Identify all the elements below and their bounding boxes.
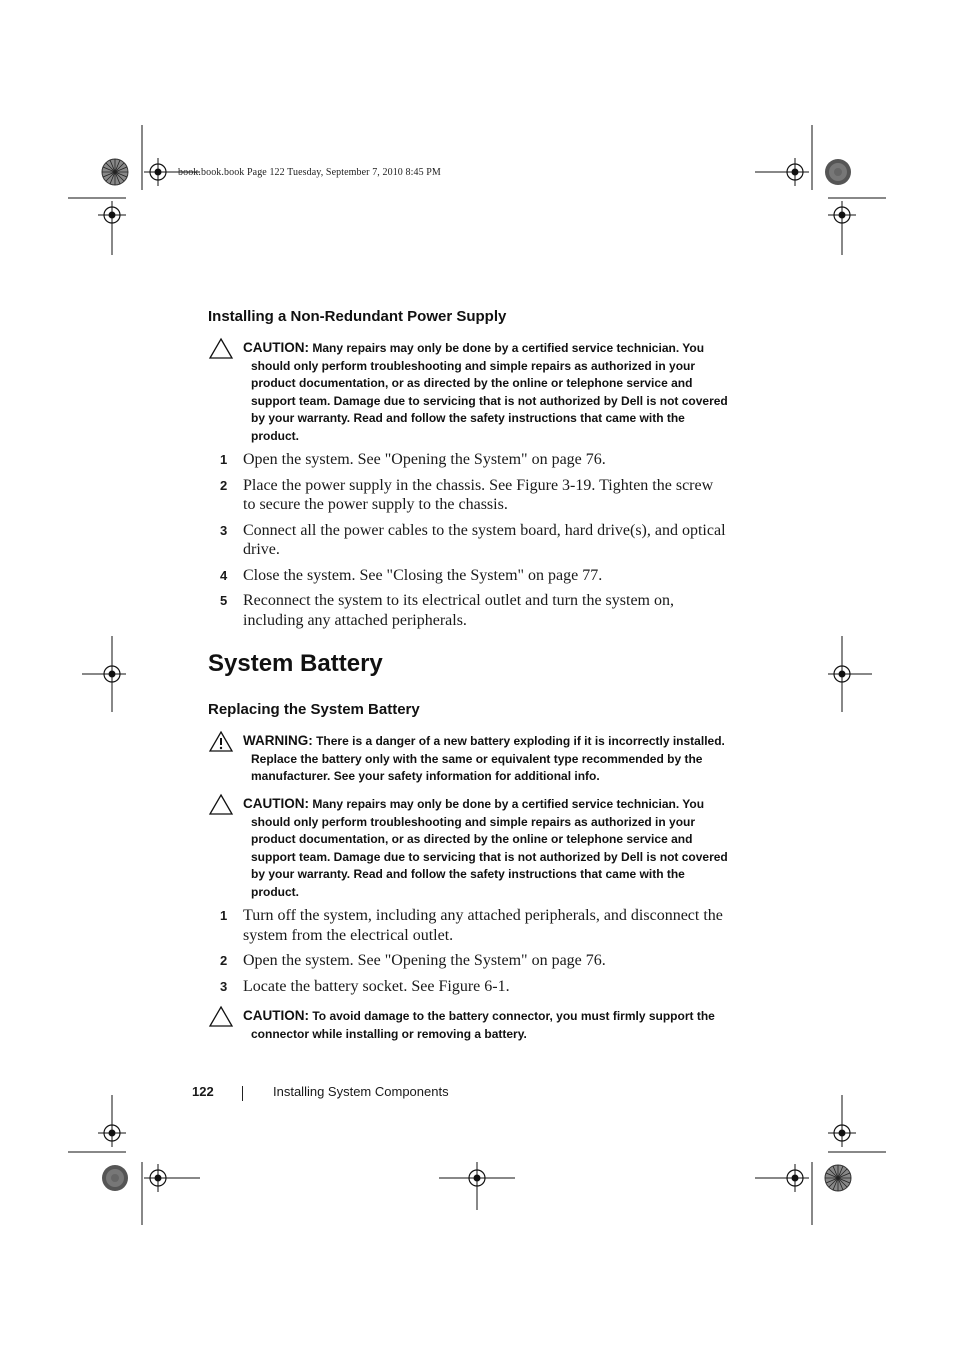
step-text: Locate the battery socket. See Figure 6-1.: [243, 977, 510, 995]
list-item: [208, 521, 728, 560]
starburst-mark-icon: [825, 1165, 851, 1191]
step-text: Turn off the system, including any attached peripherals, and disconnect the system from the electrical outlet.: [243, 907, 723, 944]
step-number: 2: [220, 953, 228, 968]
step-number: 3: [220, 978, 228, 994]
crosshair-mark-icon: [144, 1164, 172, 1192]
footer-divider: [242, 1086, 243, 1101]
caution-triangle-icon: [208, 1005, 234, 1029]
page-title: System Battery: [208, 650, 383, 677]
list-item: [208, 906, 728, 945]
caution-label: CAUTION:: [243, 1008, 309, 1023]
step-number: 4: [220, 567, 228, 583]
list-item: [208, 977, 728, 997]
crosshair-mark-icon: [828, 201, 856, 229]
step-number: 5: [220, 593, 228, 608]
list-item: [208, 951, 728, 971]
caution-text: Many repairs may only be done by a certified service technician. You should only perform troubleshooting and simple repairs as authorized in your product documentation, or as directed by the online or telephone service and support team. Damage due to servicing that is not authorized by Dell is not covered by your warranty. Read and follow the safety instructions that came with the product.: [251, 341, 728, 443]
step-text: Connect all the power cables to the system board, hard drive(s), and optical drive.: [243, 521, 726, 558]
disc-mark-icon: [825, 159, 851, 185]
warning-label: WARNING:: [243, 733, 313, 748]
step-text: Open the system. See "Opening the System" on page 76.: [243, 451, 606, 468]
caution-triangle-icon: [208, 793, 234, 817]
install-steps-list: [208, 450, 728, 630]
step-number: 2: [220, 477, 228, 493]
list-item: [208, 450, 728, 470]
caution-label: CAUTION:: [243, 340, 309, 355]
page-number: 122: [192, 1084, 214, 1099]
warning-text: There is a danger of a new battery exploding if it is incorrectly installed. Replace the battery only with the same or equivalent type recommended by the manufacturer. See your safety information for additional info.: [251, 734, 725, 783]
disc-mark-icon: [102, 1165, 128, 1191]
crosshair-mark-icon: [781, 158, 809, 186]
list-item: [208, 591, 728, 630]
step-number: 1: [220, 908, 228, 923]
print-header-info: book.book.book Page 122 Tuesday, September 7, 2010 8:45 PM: [178, 167, 441, 178]
list-item: [208, 566, 728, 586]
step-text: Place the power supply in the chassis. See Figure 3-19. Tighten the screw to secure the power supply to the chassis.: [243, 476, 714, 513]
caution-notice: [208, 795, 728, 901]
list-item: [208, 476, 728, 515]
step-number: 3: [220, 522, 228, 538]
section-heading: Replacing the System Battery: [208, 701, 420, 718]
step-number: 1: [220, 452, 228, 467]
caution-text: To avoid damage to the battery connector, you must firmly support the connector while installing or removing a battery.: [251, 1009, 715, 1041]
caution-text: Many repairs may only be done by a certified service technician. You should only perform troubleshooting and simple repairs as authorized in your product documentation, or as directed by the online or telephone service and support team. Damage due to servicing that is not authorized by Dell is not covered by your warranty. Read and follow the safety instructions that came with the product.: [251, 797, 728, 899]
caution-notice: [208, 339, 728, 445]
section-heading: Installing a Non-Redundant Power Supply: [208, 308, 507, 325]
battery-steps-list: [208, 906, 728, 996]
step-text: Open the system. See "Opening the System" on page 76.: [243, 952, 606, 969]
warning-notice: [208, 732, 728, 786]
starburst-mark-icon: [102, 159, 128, 185]
crosshair-mark-icon: [781, 1164, 809, 1192]
crosshair-mark-icon: [98, 201, 126, 229]
step-text: Close the system. See "Closing the System" on page 77.: [243, 566, 603, 584]
step-text: Reconnect the system to its electrical outlet and turn the system on, including any attached peripherals.: [243, 592, 674, 629]
caution-label: CAUTION:: [243, 796, 309, 811]
crosshair-mark-icon: [98, 1119, 126, 1147]
crosshair-mark-icon: [828, 1119, 856, 1147]
warning-triangle-icon: [208, 730, 234, 754]
caution-triangle-icon: [208, 337, 234, 361]
crosshair-mark-icon: [144, 158, 172, 186]
chapter-title: Installing System Components: [273, 1084, 449, 1099]
caution-notice: [208, 1007, 728, 1043]
